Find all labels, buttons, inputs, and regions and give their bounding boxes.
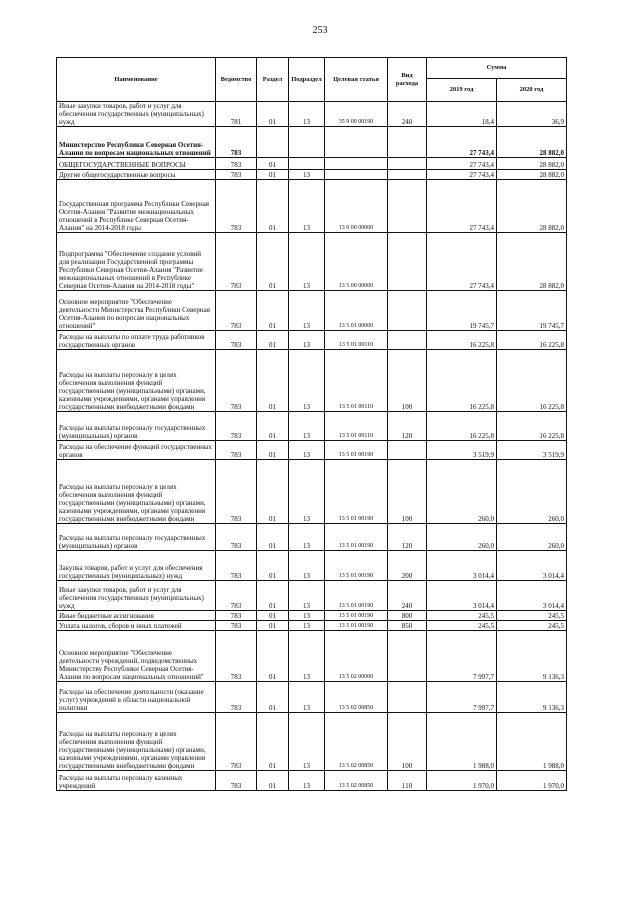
row-name: Расходы на выплаты персоналу в целях обеспечения выполнения функций государственными (муниципальными) органами, казенными учреждениями, органами управления государственными внебюджетными фондами xyxy=(57,713,216,771)
row-razdel: 01 xyxy=(257,631,289,682)
row-vid-rashoda xyxy=(388,441,427,460)
row-razdel: 01 xyxy=(257,412,289,441)
row-razdel: 01 xyxy=(257,621,289,631)
row-sum-2020: 28 882,0 xyxy=(497,233,567,291)
row-vid-rashoda: 240 xyxy=(388,581,427,611)
row-celevaya-statya: 35 9 00 00190 xyxy=(325,102,388,127)
header-razdel: Раздел xyxy=(257,58,289,102)
row-celevaya-statya: 13 5 01 00190 xyxy=(325,551,388,581)
table-row xyxy=(57,441,567,460)
row-vid-rashoda: 120 xyxy=(388,412,427,441)
row-vid-rashoda xyxy=(388,631,427,682)
row-celevaya-statya: 13 5 01 00190 xyxy=(325,460,388,524)
table-body xyxy=(57,102,567,791)
row-name: Подпрограмма "Обеспечение создания условий для реализации Государственной программы Республики Северная Осетия-Алания "Развитие межнациональных отношений в Республике Северная Осетия-Алания на 2014-2018 годы" xyxy=(57,233,216,291)
row-sum-2019: 27 743,4 xyxy=(427,127,497,158)
row-sum-2020: 36,9 xyxy=(497,102,567,127)
table-row xyxy=(57,127,567,158)
row-sum-2019: 3 014,4 xyxy=(427,581,497,611)
row-vedomstvo: 783 xyxy=(216,441,257,460)
row-vedomstvo: 783 xyxy=(216,170,257,180)
row-podrazdel: 13 xyxy=(289,581,325,611)
row-vid-rashoda: 100 xyxy=(388,460,427,524)
row-razdel: 01 xyxy=(257,771,289,791)
row-vedomstvo: 783 xyxy=(216,331,257,350)
row-celevaya-statya xyxy=(325,127,388,158)
row-vedomstvo: 783 xyxy=(216,350,257,412)
row-podrazdel: 13 xyxy=(289,291,325,331)
row-name: Министерство Республики Северная Осетия-Алания по вопросам национальных отношений xyxy=(57,127,216,158)
row-sum-2020: 1 970,0 xyxy=(497,771,567,791)
row-sum-2020: 3 014,4 xyxy=(497,581,567,611)
row-sum-2019: 7 997,7 xyxy=(427,631,497,682)
row-podrazdel: 13 xyxy=(289,180,325,233)
row-vedomstvo: 783 xyxy=(216,771,257,791)
row-vid-rashoda xyxy=(388,180,427,233)
row-celevaya-statya: 13 5 02 00850 xyxy=(325,771,388,791)
table-row xyxy=(57,158,567,170)
row-vedomstvo: 783 xyxy=(216,713,257,771)
row-name: Уплата налогов, сборов и иных платежей xyxy=(57,621,216,631)
header-summa: Сумма xyxy=(427,58,567,79)
row-sum-2019: 27 743,4 xyxy=(427,180,497,233)
row-celevaya-statya xyxy=(325,170,388,180)
row-podrazdel: 13 xyxy=(289,331,325,350)
row-sum-2019: 18,4 xyxy=(427,102,497,127)
table-row xyxy=(57,713,567,771)
row-podrazdel: 13 xyxy=(289,524,325,551)
table-row xyxy=(57,551,567,581)
row-sum-2020: 3 014,4 xyxy=(497,551,567,581)
row-name: Закупка товаров, работ и услуг для обеспечения государственных (муниципальных) нужд xyxy=(57,551,216,581)
table-row xyxy=(57,460,567,524)
table-row xyxy=(57,524,567,551)
row-sum-2019: 27 743,4 xyxy=(427,170,497,180)
row-celevaya-statya: 13 5 01 00190 xyxy=(325,621,388,631)
row-sum-2020: 3 519,9 xyxy=(497,441,567,460)
row-celevaya-statya: 13 5 02 00850 xyxy=(325,682,388,713)
row-vedomstvo: 783 xyxy=(216,631,257,682)
row-sum-2020: 9 136,3 xyxy=(497,682,567,713)
row-podrazdel: 13 xyxy=(289,611,325,621)
row-sum-2020: 16 225,8 xyxy=(497,412,567,441)
row-sum-2019: 1 988,0 xyxy=(427,713,497,771)
row-name: Основное мероприятие "Обеспечение деятельности учреждений, подведомственных Министерству Республики Северная Осетия-Алания по вопросам национальных отношений" xyxy=(57,631,216,682)
row-name: Расходы на выплаты персоналу казенных учреждений xyxy=(57,771,216,791)
row-sum-2019: 260,0 xyxy=(427,460,497,524)
row-sum-2019: 1 970,0 xyxy=(427,771,497,791)
row-vedomstvo: 781 xyxy=(216,102,257,127)
row-name: Расходы на выплаты персоналу государственных (муниципальных) органов xyxy=(57,412,216,441)
table-row xyxy=(57,233,567,291)
table-row xyxy=(57,581,567,611)
row-sum-2020: 19 745,7 xyxy=(497,291,567,331)
row-vedomstvo: 783 xyxy=(216,682,257,713)
row-vid-rashoda: 120 xyxy=(388,524,427,551)
row-name: Иные закупки товаров, работ и услуг для обеспечения государственных (муниципальных) нужд xyxy=(57,581,216,611)
row-name: Расходы на обеспечение деятельности (оказание услуг) учреждений в области национальной политики xyxy=(57,682,216,713)
row-vedomstvo: 783 xyxy=(216,127,257,158)
row-razdel: 01 xyxy=(257,713,289,771)
row-podrazdel: 13 xyxy=(289,713,325,771)
table-row xyxy=(57,412,567,441)
row-sum-2020: 28 882,0 xyxy=(497,127,567,158)
row-vid-rashoda xyxy=(388,331,427,350)
row-podrazdel: 13 xyxy=(289,412,325,441)
row-razdel: 01 xyxy=(257,611,289,621)
row-sum-2020: 260,0 xyxy=(497,524,567,551)
row-sum-2019: 27 743,4 xyxy=(427,158,497,170)
row-podrazdel: 13 xyxy=(289,621,325,631)
row-vedomstvo: 783 xyxy=(216,460,257,524)
table-row xyxy=(57,331,567,350)
row-sum-2020: 260,0 xyxy=(497,460,567,524)
header-celevaya-statya: Целевая статья xyxy=(325,58,388,102)
row-vid-rashoda: 110 xyxy=(388,771,427,791)
row-podrazdel: 13 xyxy=(289,682,325,713)
row-celevaya-statya: 13 5 01 00190 xyxy=(325,441,388,460)
row-razdel: 01 xyxy=(257,170,289,180)
row-podrazdel: 13 xyxy=(289,551,325,581)
row-razdel: 01 xyxy=(257,441,289,460)
row-sum-2019: 260,0 xyxy=(427,524,497,551)
row-podrazdel: 13 xyxy=(289,350,325,412)
header-vedomstvo: Ведомство xyxy=(216,58,257,102)
row-sum-2020: 9 136,3 xyxy=(497,631,567,682)
row-razdel: 01 xyxy=(257,331,289,350)
row-vid-rashoda: 100 xyxy=(388,713,427,771)
row-sum-2019: 3 519,9 xyxy=(427,441,497,460)
row-razdel: 01 xyxy=(257,102,289,127)
row-celevaya-statya xyxy=(325,158,388,170)
row-sum-2020: 16 225,8 xyxy=(497,350,567,412)
header-podrazdel: Подраздел xyxy=(289,58,325,102)
row-vid-rashoda: 850 xyxy=(388,621,427,631)
row-vid-rashoda: 240 xyxy=(388,102,427,127)
row-sum-2020: 28 882,0 xyxy=(497,170,567,180)
row-podrazdel: 13 xyxy=(289,233,325,291)
row-podrazdel: 13 xyxy=(289,170,325,180)
row-sum-2019: 245,5 xyxy=(427,611,497,621)
row-vid-rashoda xyxy=(388,233,427,291)
row-vedomstvo: 783 xyxy=(216,621,257,631)
row-podrazdel: 13 xyxy=(289,771,325,791)
row-celevaya-statya: 13 5 01 00190 xyxy=(325,611,388,621)
row-razdel xyxy=(257,127,289,158)
table-row xyxy=(57,102,567,127)
row-celevaya-statya: 13 5 00 00000 xyxy=(325,233,388,291)
row-sum-2020: 245,5 xyxy=(497,621,567,631)
row-sum-2019: 16 225,8 xyxy=(427,331,497,350)
row-sum-2020: 16 225,8 xyxy=(497,331,567,350)
row-vid-rashoda xyxy=(388,682,427,713)
row-sum-2019: 19 745,7 xyxy=(427,291,497,331)
row-name: Расходы на обеспечение функций государственных органов xyxy=(57,441,216,460)
table-row xyxy=(57,771,567,791)
row-vid-rashoda xyxy=(388,127,427,158)
row-vedomstvo: 783 xyxy=(216,551,257,581)
row-name: ОБЩЕГОСУДАРСТВЕННЫЕ ВОПРОСЫ xyxy=(57,158,216,170)
row-razdel: 01 xyxy=(257,233,289,291)
table-row xyxy=(57,180,567,233)
row-podrazdel xyxy=(289,127,325,158)
row-name: Расходы на выплаты по оплате труда работников государственных органов xyxy=(57,331,216,350)
row-vedomstvo: 783 xyxy=(216,233,257,291)
row-sum-2019: 3 014,4 xyxy=(427,551,497,581)
table-row xyxy=(57,682,567,713)
table-row xyxy=(57,621,567,631)
row-name: Иные бюджетные ассигнования xyxy=(57,611,216,621)
row-celevaya-statya: 13 5 01 00110 xyxy=(325,331,388,350)
header-year-2019: 2019 год xyxy=(427,79,497,102)
budget-table xyxy=(56,57,567,791)
row-podrazdel xyxy=(289,158,325,170)
row-podrazdel: 13 xyxy=(289,441,325,460)
row-vedomstvo: 783 xyxy=(216,611,257,621)
table-row xyxy=(57,631,567,682)
row-name: Основное мероприятие "Обеспечение деятельности Министерства Республики Северная Осетия-Алания по вопросам национальных отношений" xyxy=(57,291,216,331)
table-row xyxy=(57,611,567,621)
table-row xyxy=(57,350,567,412)
row-razdel: 01 xyxy=(257,180,289,233)
row-razdel: 01 xyxy=(257,524,289,551)
row-razdel: 01 xyxy=(257,460,289,524)
row-name: Государственная программа Республики Северная Осетия-Алания "Развитие межнациональных отношений в Республике Северная Осетия-Алания" на 2014-2018 годы xyxy=(57,180,216,233)
row-razdel: 01 xyxy=(257,350,289,412)
row-razdel: 01 xyxy=(257,581,289,611)
row-vedomstvo: 783 xyxy=(216,581,257,611)
row-vid-rashoda xyxy=(388,170,427,180)
row-vid-rashoda: 100 xyxy=(388,350,427,412)
row-name: Расходы на выплаты персоналу государственных (муниципальных) органов xyxy=(57,524,216,551)
row-celevaya-statya: 13 5 01 00000 xyxy=(325,291,388,331)
row-vedomstvo: 783 xyxy=(216,158,257,170)
row-celevaya-statya: 13 5 01 00190 xyxy=(325,581,388,611)
row-celevaya-statya: 13 5 01 00110 xyxy=(325,412,388,441)
table-row xyxy=(57,291,567,331)
row-razdel: 01 xyxy=(257,158,289,170)
row-podrazdel: 13 xyxy=(289,102,325,127)
row-celevaya-statya: 13 5 02 00850 xyxy=(325,713,388,771)
row-razdel: 01 xyxy=(257,291,289,331)
row-vedomstvo: 783 xyxy=(216,180,257,233)
row-podrazdel: 13 xyxy=(289,460,325,524)
row-vedomstvo: 783 xyxy=(216,524,257,551)
row-sum-2020: 28 882,0 xyxy=(497,158,567,170)
row-vid-rashoda xyxy=(388,158,427,170)
row-sum-2019: 245,5 xyxy=(427,621,497,631)
row-celevaya-statya: 13 5 02 00000 xyxy=(325,631,388,682)
row-razdel: 01 xyxy=(257,551,289,581)
row-sum-2020: 245,5 xyxy=(497,611,567,621)
row-name: Другие общегосударственные вопросы xyxy=(57,170,216,180)
header-vid-rashoda: Вид расхода xyxy=(388,58,427,102)
row-vid-rashoda: 800 xyxy=(388,611,427,621)
header-year-2020: 2020 год xyxy=(497,79,567,102)
row-name: Расходы на выплаты персоналу в целях обеспечения выполнения функций государственными (муниципальными) органами, казенными учреждениями, органами управления государственными внебюджетными фондами xyxy=(57,460,216,524)
row-name: Иные закупки товаров, работ и услуг для обеспечения государственных (муниципальных) нужд xyxy=(57,102,216,127)
row-sum-2019: 27 743,4 xyxy=(427,233,497,291)
row-celevaya-statya: 13 5 01 00190 xyxy=(325,524,388,551)
row-sum-2020: 28 882,0 xyxy=(497,180,567,233)
row-vedomstvo: 783 xyxy=(216,291,257,331)
row-sum-2019: 7 997,7 xyxy=(427,682,497,713)
row-podrazdel: 13 xyxy=(289,631,325,682)
row-vedomstvo: 783 xyxy=(216,412,257,441)
row-sum-2019: 16 225,8 xyxy=(427,412,497,441)
row-vid-rashoda: 200 xyxy=(388,551,427,581)
row-name: Расходы на выплаты персоналу в целях обеспечения выполнения функций государственными (муниципальными) органами, казенными учреждениями, органами управления государственными внебюджетными фондами xyxy=(57,350,216,412)
header-name: Наименование xyxy=(57,58,216,102)
page-number: 253 xyxy=(312,25,328,36)
row-razdel: 01 xyxy=(257,682,289,713)
row-sum-2020: 1 988,0 xyxy=(497,713,567,771)
row-vid-rashoda xyxy=(388,291,427,331)
row-celevaya-statya: 13 5 01 00110 xyxy=(325,350,388,412)
table-row xyxy=(57,170,567,180)
row-sum-2019: 16 225,8 xyxy=(427,350,497,412)
row-celevaya-statya: 13 0 00 00000 xyxy=(325,180,388,233)
table-header xyxy=(57,58,567,102)
